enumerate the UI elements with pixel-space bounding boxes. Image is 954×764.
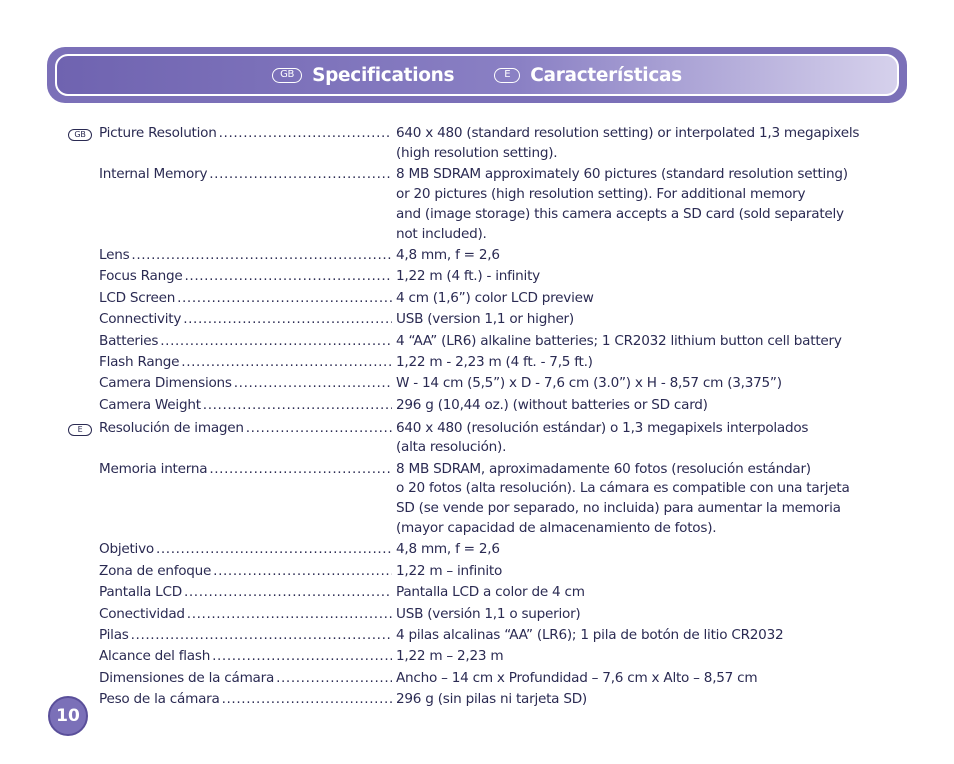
spec-row (68, 583, 888, 603)
spec-row (68, 690, 888, 710)
spec-value-line: USB (version 1,1 or higher) (396, 311, 574, 328)
spec-row (68, 669, 888, 689)
spec-value-line: 640 x 480 (standard resolution setting) or interpolated 1,3 megapixels (396, 125, 860, 141)
spec-value-line: Pantalla LCD a color de 4 cm (396, 584, 585, 601)
spec-value (392, 460, 888, 539)
language-badge-cell (68, 396, 99, 416)
title-english: Specifications (312, 64, 455, 86)
spec-value-line: and (image storage) this camera accepts a SD card (sold separately (396, 205, 844, 222)
spec-value-line: 1,22 m – 2,23 m (396, 648, 504, 665)
spec-value (392, 690, 888, 710)
spec-label-cell (99, 419, 392, 459)
spec-section (68, 124, 888, 416)
dot-leader (209, 460, 392, 539)
spec-label: Camera Weight (99, 396, 201, 413)
spec-value (392, 246, 888, 266)
language-badge-cell (68, 289, 99, 309)
spec-label: Camera Dimensions (99, 375, 232, 392)
language-badge-cell (68, 353, 99, 373)
dot-leader (184, 267, 392, 287)
spec-row (68, 647, 888, 667)
spec-label-cell (99, 690, 392, 710)
spec-section (68, 419, 888, 711)
language-badge-cell (68, 562, 99, 582)
dot-leader (246, 419, 392, 459)
spec-label-cell (99, 374, 392, 394)
spec-label: Dimensiones de la cámara (99, 669, 275, 686)
spec-label-cell (99, 289, 392, 309)
spec-label-cell (99, 626, 392, 646)
language-badge-cell (68, 332, 99, 352)
spec-label-cell (99, 332, 392, 352)
spec-label-cell (99, 605, 392, 625)
spec-value (392, 605, 888, 625)
spec-row (68, 165, 888, 244)
spec-value-line: 296 g (10,44 oz.) (without batteries or SD card) (396, 396, 708, 413)
spec-label-cell (99, 246, 392, 266)
spec-label: Peso de la cámara (99, 691, 220, 708)
language-badge-cell (68, 540, 99, 560)
spec-label-cell (99, 353, 392, 373)
spec-label: Picture Resolution (99, 125, 217, 141)
spec-label-cell (99, 460, 392, 539)
spec-value (392, 562, 888, 582)
spec-value (392, 540, 888, 560)
language-badge-cell (68, 669, 99, 689)
header-banner-inner (55, 54, 899, 96)
section-language-badge: E (68, 424, 92, 436)
spec-row (68, 374, 888, 394)
language-badge-cell (68, 647, 99, 667)
spec-value-line: 296 g (sin pilas ni tarjeta SD) (396, 691, 587, 708)
spec-value-line: 4,8 mm, f = 2,6 (396, 246, 500, 263)
spec-label-cell (99, 583, 392, 603)
spec-label: Flash Range (99, 353, 180, 370)
spec-label-cell (99, 124, 392, 164)
spec-value-line: SD (se vende por separado, no incluida) para aumentar la memoria (396, 500, 841, 517)
dot-leader (184, 583, 392, 603)
language-badge-cell (68, 583, 99, 603)
header-banner (47, 47, 907, 103)
spec-value-line: 4 cm (1,6”) color LCD preview (396, 289, 594, 306)
dot-leader (181, 353, 392, 373)
spec-row (68, 246, 888, 266)
dot-leader (156, 540, 392, 560)
dot-leader (177, 289, 392, 309)
spec-label: Resolución de imagen (99, 419, 244, 436)
spec-value (392, 396, 888, 416)
dot-leader (213, 562, 392, 582)
spec-row (68, 419, 888, 459)
language-badge-cell (68, 626, 99, 646)
spec-label: Alcance del flash (99, 648, 211, 665)
spec-value-line: or 20 pictures (high resolution setting). For additional memory (396, 185, 806, 202)
spec-label: Zona de enfoque (99, 562, 212, 579)
spec-label-cell (99, 310, 392, 330)
spec-value-line: USB (versión 1,1 o superior) (396, 605, 581, 622)
page-number: 10 (48, 696, 88, 736)
spec-value (392, 583, 888, 603)
language-badge-cell (68, 267, 99, 287)
spec-row (68, 310, 888, 330)
spec-label: Memoria interna (99, 460, 208, 477)
e-badge: E (494, 68, 520, 83)
spec-value-line: Ancho – 14 cm x Profundidad – 7,6 cm x Alto – 8,57 cm (396, 669, 758, 686)
language-badge-cell (68, 374, 99, 394)
dot-leader (187, 605, 392, 625)
title-spanish: Características (530, 64, 682, 86)
spec-value-line: 4 “AA” (LR6) alkaline batteries; 1 CR2032 lithium button cell battery (396, 332, 842, 349)
spec-label: Batteries (99, 332, 159, 349)
language-badge-cell (68, 419, 99, 459)
spec-value-line: not included). (396, 225, 487, 242)
language-badge-cell (68, 605, 99, 625)
spec-value (392, 332, 888, 352)
spec-value (392, 124, 888, 164)
spec-row (68, 124, 888, 164)
specifications-list (68, 124, 888, 713)
dot-leader (234, 374, 392, 394)
spec-value (392, 626, 888, 646)
spec-row (68, 460, 888, 539)
spec-value (392, 267, 888, 287)
spec-row (68, 562, 888, 582)
spec-value-line: 4,8 mm, f = 2,6 (396, 541, 500, 558)
dot-leader (222, 690, 392, 710)
spec-row (68, 353, 888, 373)
language-badge-cell (68, 246, 99, 266)
spec-label: Pilas (99, 627, 129, 644)
spec-label-cell (99, 165, 392, 244)
spec-value (392, 353, 888, 373)
spec-value-line: W - 14 cm (5,5”) x D - 7,6 cm (3.0”) x H - 8,57 cm (3,375”) (396, 375, 782, 392)
spec-value (392, 289, 888, 309)
dot-leader (203, 396, 392, 416)
section-language-badge: GB (68, 129, 92, 141)
spec-label-cell (99, 540, 392, 560)
language-badge-cell (68, 310, 99, 330)
spec-value (392, 165, 888, 244)
spec-value-line: 8 MB SDRAM approximately 60 pictures (standard resolution setting) (396, 166, 848, 183)
gb-badge: GB (272, 68, 302, 83)
spec-row (68, 332, 888, 352)
spec-label-cell (99, 396, 392, 416)
spec-value-line: 1,22 m (4 ft.) - infinity (396, 268, 540, 285)
language-badge-cell (68, 165, 99, 244)
spec-label: Internal Memory (99, 166, 208, 183)
dot-leader (219, 124, 392, 164)
spec-value-line: o 20 fotos (alta resolución). La cámara es compatible con una tarjeta (396, 480, 850, 497)
dot-leader (212, 647, 392, 667)
spec-label-cell (99, 267, 392, 287)
spec-value-line: 640 x 480 (resolución estándar) o 1,3 megapixels interpolados (396, 419, 809, 436)
dot-leader (131, 246, 392, 266)
spec-value-line: 4 pilas alcalinas “AA” (LR6); 1 pila de botón de litio CR2032 (396, 627, 784, 644)
spec-row (68, 540, 888, 560)
dot-leader (131, 626, 392, 646)
spec-row (68, 605, 888, 625)
dot-leader (209, 165, 392, 244)
spec-label: Conectividad (99, 605, 185, 622)
spec-value-line: 1,22 m - 2,23 m (4 ft. - 7,5 ft.) (396, 353, 593, 370)
spec-label-cell (99, 669, 392, 689)
spec-value (392, 669, 888, 689)
spec-value (392, 647, 888, 667)
spec-label: LCD Screen (99, 289, 176, 306)
spec-value-line: (high resolution setting). (396, 144, 558, 161)
spec-label: Focus Range (99, 268, 183, 285)
spec-value-line: (mayor capacidad de almacenamiento de fotos). (396, 520, 717, 537)
language-badge-cell (68, 124, 99, 164)
spec-value (392, 310, 888, 330)
spec-value-line: 1,22 m – infinito (396, 562, 503, 579)
spec-label-cell (99, 647, 392, 667)
spec-label: Pantalla LCD (99, 584, 182, 601)
spec-row (68, 396, 888, 416)
dot-leader (160, 332, 392, 352)
dot-leader (276, 669, 392, 689)
spec-value (392, 419, 888, 459)
spec-row (68, 626, 888, 646)
spec-row (68, 289, 888, 309)
spec-label: Connectivity (99, 311, 182, 328)
dot-leader (183, 310, 392, 330)
page-title (272, 65, 682, 86)
spec-value (392, 374, 888, 394)
spec-row (68, 267, 888, 287)
language-badge-cell (68, 460, 99, 539)
spec-label: Lens (99, 246, 130, 263)
spec-label: Objetivo (99, 541, 154, 558)
spec-value-line: (alta resolución). (396, 439, 507, 456)
spec-value-line: 8 MB SDRAM, aproximadamente 60 fotos (resolución estándar) (396, 460, 811, 477)
spec-label-cell (99, 562, 392, 582)
